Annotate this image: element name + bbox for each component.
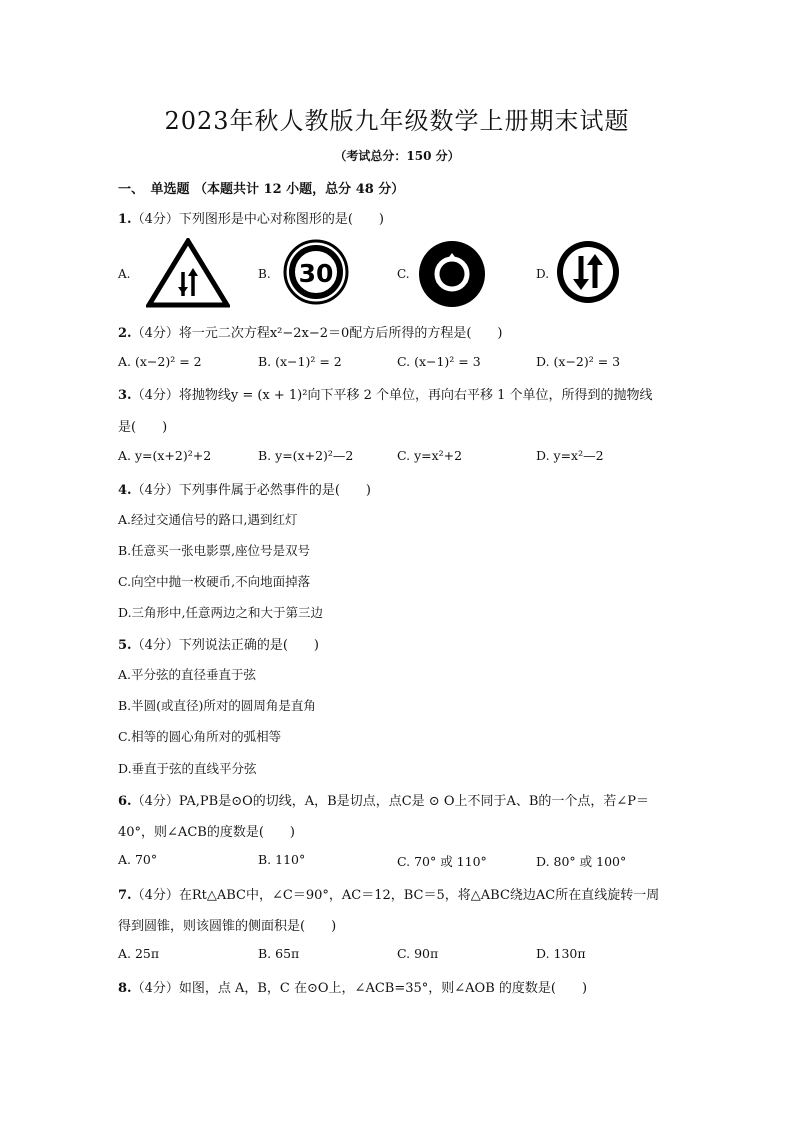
section-heading: 一、 单选题 （本题共计 12 小题，总分 48 分） — [118, 182, 405, 197]
option-c: C. (x−1)² = 3 — [397, 354, 481, 369]
option-a-label: A. — [118, 267, 131, 281]
page-title: 2023年秋人教版九年级数学上册期末试题 — [164, 107, 630, 135]
question-text: （4分）将抛物线y = (x + 1)²向下平移 2 个单位，再向右平移 1 个单位，所得到的抛物线 — [131, 388, 653, 403]
option-c: C.向空中抛一枚硬币,不向地面掉落 — [118, 574, 311, 589]
option-a: A.经过交通信号的路口,遇到红灯 — [118, 512, 298, 527]
option-d-label: D. — [536, 267, 550, 281]
option-d: D.垂直于弦的直线平分弦 — [118, 761, 257, 776]
question-1 — [118, 208, 384, 227]
question-number: 1. — [118, 212, 132, 227]
question-text: （4分）在Rt△ABC中，∠C＝90°，AC＝12，BC＝5，将△ABC绕边AC所在直线旋转一周 — [131, 888, 660, 903]
question-3-continued: 是( ) — [118, 420, 168, 435]
question-number: 3. — [118, 388, 132, 403]
question-text: （4分）将一元二次方程x²−2x−2＝0配方后所得的方程是( ) — [131, 326, 503, 341]
question-3 — [118, 384, 653, 403]
option-d: D. 130π — [536, 946, 586, 961]
question-4 — [118, 479, 371, 498]
speed-limit-sign-icon — [283, 239, 349, 305]
option-b-label: B. — [258, 267, 271, 281]
question-5 — [118, 634, 319, 653]
roundabout-sign-icon — [418, 240, 486, 308]
question-number: 6. — [118, 794, 132, 809]
speed-limit-value: 30 — [298, 259, 334, 288]
two-way-traffic-sign-icon — [556, 240, 620, 304]
question-number: 7. — [118, 888, 132, 903]
option-b: B.任意买一张电影票,座位号是双号 — [118, 543, 311, 558]
question-number: 2. — [118, 326, 132, 341]
option-b: B. y=(x+2)²—2 — [258, 448, 354, 463]
option-a: A. (x−2)² = 2 — [118, 354, 202, 369]
question-7 — [118, 884, 659, 903]
option-c-label: C. — [397, 267, 410, 281]
option-d: D. (x−2)² = 3 — [536, 354, 621, 369]
option-b: B.半圆(或直径)所对的圆周角是直角 — [118, 698, 316, 713]
option-a: A. y=(x+2)²+2 — [118, 448, 212, 463]
question-text: （4分）下列事件属于必然事件的是( ) — [131, 483, 371, 498]
question-6-continued: 40°，则∠ACB的度数是( ) — [118, 825, 295, 840]
option-b: B. (x−1)² = 2 — [258, 354, 342, 369]
option-d: D.三角形中,任意两边之和大于第三边 — [118, 605, 324, 620]
question-number: 8. — [118, 981, 132, 996]
option-a: A.平分弦的直径垂直于弦 — [118, 667, 257, 682]
option-c: C. 90π — [397, 946, 439, 961]
question-6 — [118, 790, 649, 809]
question-text: （4分）下列图形是中心对称图形的是( ) — [131, 212, 384, 227]
question-text: （4分）PA,PB是⊙O的切线，A，B是切点，点C是 ⊙ O上不同于A、B的一个点，若∠P＝ — [131, 794, 650, 809]
triangle-warning-sign-icon — [146, 238, 230, 308]
question-7-continued: 得到圆锥，则该圆锥的侧面积是( ) — [118, 919, 337, 934]
option-a: A. 70° — [118, 852, 158, 867]
question-text: （4分）如图，点 A，B，C 在⊙O上，∠ACB=35°，则∠AOB 的度数是( ) — [131, 981, 588, 996]
option-c: C. 70° 或 110° — [397, 854, 487, 869]
question-8 — [118, 977, 587, 996]
option-b: B. 110° — [258, 852, 306, 867]
option-c: C.相等的圆心角所对的弧相等 — [118, 729, 282, 744]
option-c: C. y=x²+2 — [397, 448, 463, 463]
total-score: （考试总分：150 分） — [334, 149, 460, 163]
option-b: B. 65π — [258, 946, 300, 961]
option-d: D. y=x²—2 — [536, 448, 604, 463]
option-a: A. 25π — [118, 946, 160, 961]
question-text: （4分）下列说法正确的是( ) — [131, 638, 319, 653]
question-number: 4. — [118, 483, 132, 498]
question-number: 5. — [118, 638, 132, 653]
question-2 — [118, 322, 502, 341]
option-d: D. 80° 或 100° — [536, 854, 627, 869]
